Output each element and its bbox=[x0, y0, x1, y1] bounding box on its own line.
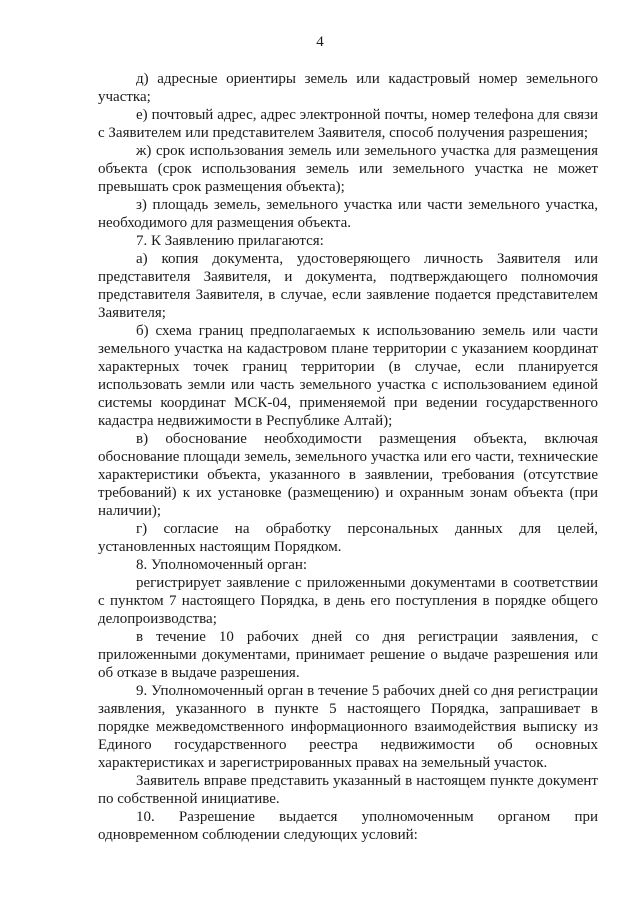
paragraph-section-8: 8. Уполномоченный орган: bbox=[136, 557, 308, 573]
page-number: 4 bbox=[316, 34, 324, 50]
paragraph-item-v: в) обоснование необходимости размещения объекта, включая обоснование площади земель, земельного участка или его части, технические характеристики объекта, указанного в заявлении, требования (отсутствие требований) к их установке (размещению) и охранным зонам объекта (при наличии); bbox=[98, 431, 598, 519]
paragraph-item-g: г) согласие на обработку персональных данных для целей, установленных настоящим Порядком. bbox=[98, 521, 598, 555]
paragraph-item-zh: ж) срок использования земель или земельного участка для размещения объекта (срок использования земель или земельного участка не может превышать срок размещения объекта); bbox=[98, 143, 598, 195]
document-body bbox=[98, 70, 598, 844]
paragraph-item-d: д) адресные ориентиры земель или кадастровый номер земельного участка; bbox=[98, 71, 598, 105]
paragraph-item-a: а) копия документа, удостоверяющего личность Заявителя или представителя Заявителя, и документа, подтверждающего полномочия представителя Заявителя, в случае, если заявление подается представителем Заявителя; bbox=[98, 251, 598, 321]
paragraph-applicant-right: Заявитель вправе представить указанный в настоящем пункте документ по собственной инициативе. bbox=[98, 773, 598, 807]
paragraph-item-e: е) почтовый адрес, адрес электронной почты, номер телефона для связи с Заявителем или представителем Заявителя, способ получения разрешения; bbox=[98, 107, 598, 141]
paragraph-decision-term: в течение 10 рабочих дней со дня регистрации заявления, с приложенными документами, принимает решение о выдаче разрешения или об отказе в выдаче разрешения. bbox=[98, 629, 598, 681]
paragraph-section-10: 10. Разрешение выдается уполномоченным органом при одновременном соблюдении следующих условий: bbox=[98, 809, 598, 843]
paragraph-section-9: 9. Уполномоченный орган в течение 5 рабочих дней со дня регистрации заявления, указанного в пункте 5 настоящего Порядка, запрашивает в порядке межведомственного информационного взаимодействия выписку из Единого государственного реестра недвижимости об основных характеристиках и зарегистрированных правах на земельный участок. bbox=[98, 683, 598, 771]
paragraph-registration: регистрирует заявление с приложенными документами в соответствии с пунктом 7 настоящего Порядка, в день его поступления в порядке общего делопроизводства; bbox=[98, 575, 598, 627]
paragraph-item-b: б) схема границ предполагаемых к использованию земель или части земельного участка на кадастровом плане территории с указанием координат характерных точек границ территории (в случае, если планируется использовать земли или часть земельного участка с использованием единой системы координат МСК-04, применяемой при ведении государственного кадастра недвижимости в Республике Алтай); bbox=[98, 323, 598, 429]
paragraph-item-z: з) площадь земель, земельного участка или части земельного участка, необходимого для размещения объекта. bbox=[98, 197, 598, 231]
paragraph-section-7: 7. К Заявлению прилагаются: bbox=[136, 233, 324, 249]
